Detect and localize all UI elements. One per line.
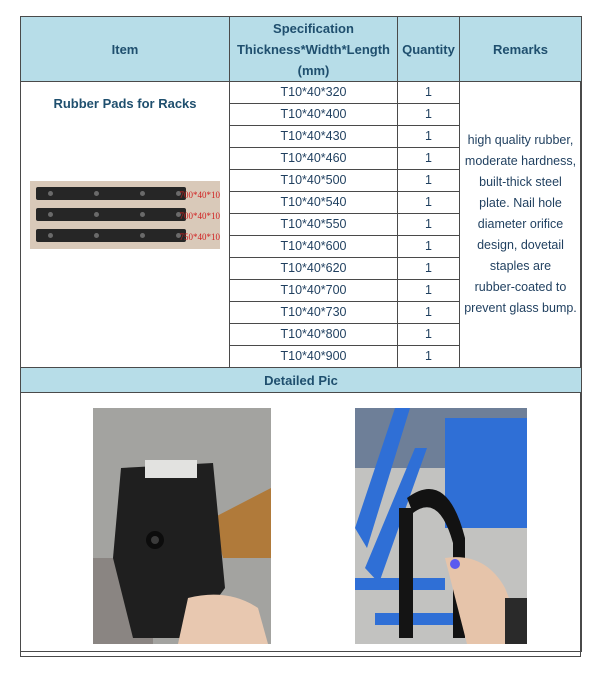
- header-row: [21, 17, 582, 82]
- spec-cell: T10*40*800: [230, 324, 398, 346]
- spec-cell: T10*40*900: [230, 346, 398, 368]
- spec-table: [20, 16, 582, 652]
- remarks-cell: [460, 82, 582, 368]
- header-quantity: Quantity: [398, 17, 460, 82]
- remarks-line: design, dovetail: [477, 238, 564, 252]
- header-remarks: Remarks: [460, 17, 582, 82]
- remarks-line: high quality rubber,: [467, 133, 574, 147]
- qty-cell: 1: [398, 126, 460, 148]
- qty-cell: 1: [398, 302, 460, 324]
- spec-cell: T10*40*540: [230, 192, 398, 214]
- detail-pictures-cell: [21, 393, 582, 652]
- remarks-line: moderate hardness,: [464, 154, 577, 168]
- spec-cell: T10*40*620: [230, 258, 398, 280]
- spec-cell: T10*40*730: [230, 302, 398, 324]
- remarks-line: diameter orifice: [477, 217, 564, 231]
- header-spec-line1: Specification: [273, 20, 354, 36]
- qty-cell: 1: [398, 236, 460, 258]
- rubber-pad-on-rack-photo: [355, 408, 527, 644]
- rubber-pad-closeup-photo: [93, 408, 271, 644]
- header-specification: [230, 17, 398, 82]
- spec-cell: T10*40*600: [230, 236, 398, 258]
- qty-cell: 1: [398, 214, 460, 236]
- qty-cell: 1: [398, 192, 460, 214]
- remarks-line: built-thick steel: [479, 175, 562, 189]
- rubber-pad-strip: [36, 229, 186, 242]
- qty-cell: 1: [398, 324, 460, 346]
- spec-cell: T10*40*700: [230, 280, 398, 302]
- detail-pictures-row: [21, 393, 582, 652]
- qty-cell: 1: [398, 346, 460, 368]
- spec-cell: T10*40*550: [230, 214, 398, 236]
- rubber-pad-strip: [36, 208, 186, 221]
- rubber-pad-strip: [36, 187, 186, 200]
- qty-cell: 1: [398, 170, 460, 192]
- qty-cell: 1: [398, 104, 460, 126]
- spec-cell: T10*40*400: [230, 104, 398, 126]
- remarks-line: rubber-coated to: [474, 280, 567, 294]
- detail-title: Detailed Pic: [21, 368, 582, 393]
- pad-label: 700*40*10: [179, 190, 220, 200]
- qty-cell: 1: [398, 148, 460, 170]
- qty-cell: 1: [398, 82, 460, 104]
- remarks-line: plate. Nail hole: [479, 196, 562, 210]
- pad-label: 750*40*10: [179, 232, 220, 242]
- rubber-pads-image: [30, 181, 220, 249]
- qty-cell: 1: [398, 280, 460, 302]
- remarks-line: prevent glass bump.: [464, 301, 577, 315]
- item-cell: [21, 82, 230, 368]
- spec-cell: T10*40*320: [230, 82, 398, 104]
- spec-cell: T10*40*460: [230, 148, 398, 170]
- header-item: Item: [21, 17, 230, 82]
- remarks-line: staples are: [489, 259, 552, 273]
- spec-cell: T10*40*430: [230, 126, 398, 148]
- detail-header-row: [21, 368, 582, 393]
- pad-label: 700*40*10: [179, 211, 220, 221]
- header-spec-line3: (mm): [297, 62, 330, 78]
- qty-cell: 1: [398, 258, 460, 280]
- spec-cell: T10*40*500: [230, 170, 398, 192]
- header-spec-line2: Thickness*Width*Length: [236, 41, 390, 57]
- item-title: Rubber Pads for Racks: [53, 96, 197, 111]
- table-row: [21, 82, 582, 104]
